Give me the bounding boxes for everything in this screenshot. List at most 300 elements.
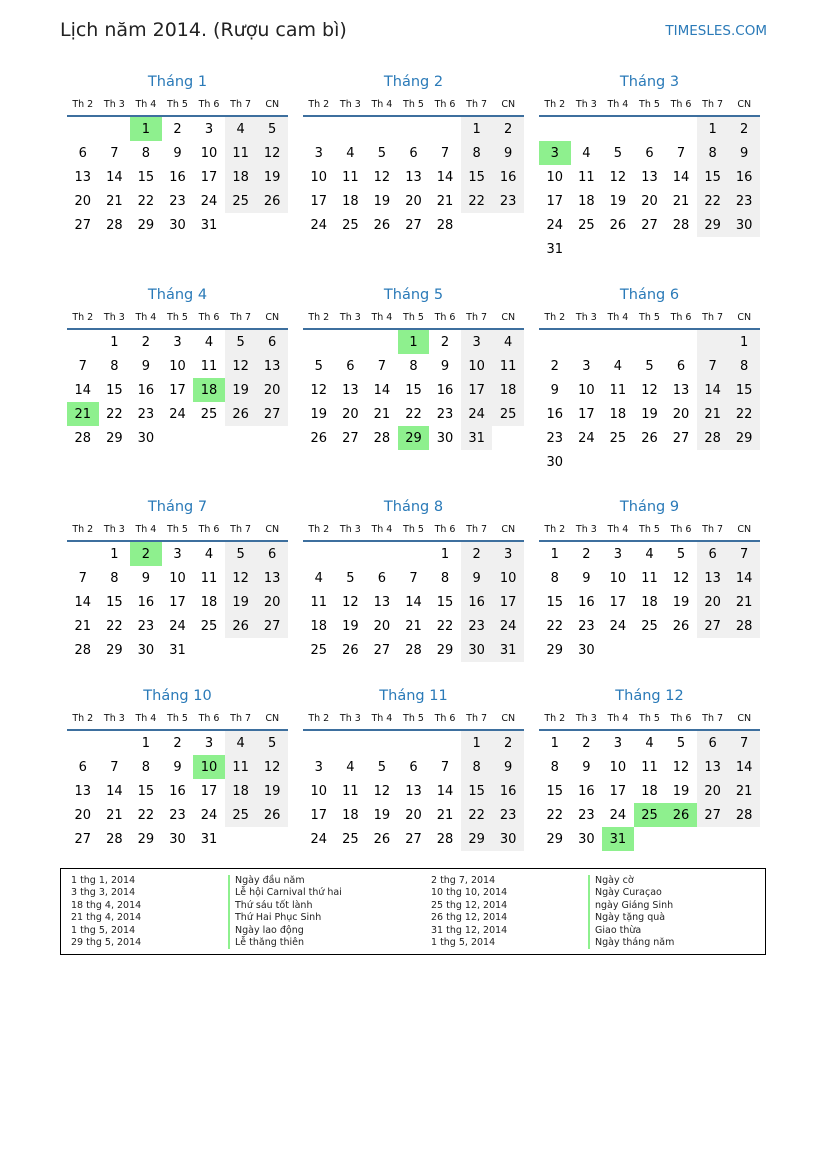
day-cell: 10 bbox=[578, 382, 595, 398]
day-cell: 20 bbox=[672, 406, 690, 422]
day-cell: 28 bbox=[697, 426, 729, 450]
day-cell: 6 bbox=[645, 145, 654, 161]
day-cell: 19 bbox=[225, 590, 257, 614]
day-cell: 12 bbox=[609, 169, 627, 185]
day-cell: 13 bbox=[342, 382, 359, 398]
day-cell: 12 bbox=[310, 382, 328, 398]
weekday-header: Th 4 bbox=[602, 518, 634, 541]
day-cell: 30 bbox=[492, 827, 524, 851]
day-cell: 17 bbox=[492, 590, 524, 614]
day-cell: 21 bbox=[67, 402, 99, 426]
day-cell: 23 bbox=[137, 406, 155, 422]
day-cell: 24 bbox=[578, 430, 595, 446]
legend-names-col1 bbox=[228, 875, 342, 949]
day-cell: 27 bbox=[373, 642, 391, 658]
month-block bbox=[539, 71, 760, 261]
weekday-header: Th 6 bbox=[665, 518, 697, 541]
day-cell: 12 bbox=[225, 354, 257, 378]
day-cell: 2 bbox=[550, 358, 559, 374]
day-cell: 14 bbox=[74, 382, 92, 398]
day-cell: 4 bbox=[582, 145, 591, 161]
day-cell: 3 bbox=[613, 735, 623, 751]
empty-cell bbox=[335, 541, 367, 566]
empty-cell bbox=[634, 638, 666, 662]
day-cell: 26 bbox=[342, 642, 359, 658]
empty-cell bbox=[602, 237, 634, 261]
day-cell: 7 bbox=[676, 145, 686, 161]
weekday-header: Th 3 bbox=[335, 518, 367, 541]
day-cell: 11 bbox=[641, 570, 658, 586]
day-cell: 19 bbox=[256, 165, 288, 189]
empty-cell bbox=[256, 827, 288, 851]
day-cell: 5 bbox=[377, 145, 387, 161]
day-cell: 20 bbox=[697, 779, 729, 803]
day-cell: 17 bbox=[169, 594, 186, 610]
month-block bbox=[67, 685, 288, 851]
legend-date: 10 thg 10, 2014 bbox=[431, 887, 508, 899]
day-cell: 29 bbox=[461, 827, 493, 851]
legend-dates-col1 bbox=[71, 875, 141, 949]
day-cell: 3 bbox=[613, 546, 623, 562]
legend-holiday-name: Ngày tặng quà bbox=[588, 912, 674, 924]
weekday-header: Th 4 bbox=[130, 306, 162, 329]
day-cell: 13 bbox=[74, 783, 92, 799]
day-cell: 29 bbox=[106, 642, 123, 658]
day-cell: 21 bbox=[405, 618, 422, 634]
day-cell: 28 bbox=[106, 217, 123, 233]
empty-cell bbox=[99, 116, 131, 141]
day-cell: 20 bbox=[74, 807, 92, 823]
month-title: Tháng 10 bbox=[143, 688, 212, 704]
day-cell: 9 bbox=[492, 755, 524, 779]
day-cell: 10 bbox=[546, 169, 564, 185]
legend-holiday-name: Thứ Hai Phục Sinh bbox=[228, 912, 342, 924]
weekday-header: Th 3 bbox=[99, 93, 131, 116]
empty-cell bbox=[602, 450, 634, 474]
site-link[interactable]: TIMESLES.COM bbox=[665, 23, 767, 39]
day-cell: 15 bbox=[106, 594, 123, 610]
day-cell: 3 bbox=[204, 121, 214, 137]
month-title: Tháng 6 bbox=[619, 287, 680, 303]
day-cell: 9 bbox=[582, 759, 591, 775]
empty-cell bbox=[303, 116, 335, 141]
empty-cell bbox=[665, 638, 697, 662]
day-cell: 24 bbox=[546, 217, 564, 233]
weekday-header: Th 6 bbox=[429, 518, 461, 541]
day-cell: 13 bbox=[697, 755, 729, 779]
day-cell: 30 bbox=[578, 642, 595, 658]
weekday-header: Th 7 bbox=[461, 707, 493, 730]
weekday-header: Th 3 bbox=[99, 306, 131, 329]
weekday-header: Th 7 bbox=[461, 306, 493, 329]
empty-cell bbox=[303, 541, 335, 566]
day-cell: 21 bbox=[436, 193, 454, 209]
empty-cell bbox=[67, 541, 99, 566]
day-cell: 17 bbox=[310, 807, 328, 823]
day-cell: 3 bbox=[582, 358, 591, 374]
weekday-header: Th 5 bbox=[162, 518, 194, 541]
day-cell: 14 bbox=[728, 566, 760, 590]
day-cell: 15 bbox=[546, 594, 564, 610]
day-cell: 7 bbox=[409, 570, 418, 586]
day-cell: 15 bbox=[697, 165, 729, 189]
day-cell: 27 bbox=[697, 614, 729, 638]
day-cell: 26 bbox=[665, 803, 697, 827]
empty-cell bbox=[225, 827, 257, 851]
day-cell: 25 bbox=[200, 618, 218, 634]
day-cell: 8 bbox=[728, 354, 760, 378]
weekday-header: Th 5 bbox=[398, 93, 430, 116]
day-cell: 22 bbox=[461, 803, 493, 827]
day-cell: 25 bbox=[634, 803, 666, 827]
legend-holiday-name: Lễ thăng thiên bbox=[228, 937, 342, 949]
month-title: Tháng 8 bbox=[383, 499, 444, 515]
weekday-header: Th 7 bbox=[461, 93, 493, 116]
weekday-header: CN bbox=[256, 707, 288, 730]
day-cell: 5 bbox=[613, 145, 623, 161]
month-title: Tháng 7 bbox=[147, 499, 208, 515]
day-cell: 6 bbox=[78, 145, 87, 161]
day-cell: 29 bbox=[137, 217, 155, 233]
day-cell: 11 bbox=[200, 570, 218, 586]
day-cell: 9 bbox=[141, 570, 151, 586]
day-cell: 10 bbox=[609, 570, 627, 586]
weekday-header: Th 3 bbox=[571, 518, 603, 541]
day-cell: 7 bbox=[697, 354, 729, 378]
day-cell: 22 bbox=[106, 406, 123, 422]
day-cell: 14 bbox=[106, 783, 123, 799]
month-title: Tháng 3 bbox=[619, 74, 680, 90]
empty-cell bbox=[571, 450, 603, 474]
day-cell: 17 bbox=[200, 169, 218, 185]
day-cell: 21 bbox=[373, 406, 391, 422]
day-cell: 30 bbox=[728, 213, 760, 237]
day-cell: 11 bbox=[578, 169, 595, 185]
legend-holiday-name: ngày Giáng Sinh bbox=[588, 900, 674, 912]
day-cell: 15 bbox=[436, 594, 454, 610]
weekday-header: CN bbox=[728, 306, 760, 329]
day-cell: 26 bbox=[641, 430, 658, 446]
day-cell: 14 bbox=[728, 755, 760, 779]
day-cell: 21 bbox=[728, 779, 760, 803]
day-cell: 29 bbox=[398, 426, 430, 450]
day-cell: 27 bbox=[256, 402, 288, 426]
legend-holiday-name: Ngày lao động bbox=[228, 925, 342, 937]
day-cell: 2 bbox=[728, 116, 760, 141]
legend-date: 21 thg 4, 2014 bbox=[71, 912, 142, 924]
day-cell: 10 bbox=[310, 169, 328, 185]
day-cell: 21 bbox=[672, 193, 690, 209]
day-cell: 8 bbox=[141, 145, 151, 161]
empty-cell bbox=[492, 426, 524, 450]
day-cell: 19 bbox=[256, 779, 288, 803]
day-cell: 19 bbox=[672, 594, 690, 610]
day-cell: 24 bbox=[310, 217, 328, 233]
day-cell: 6 bbox=[256, 541, 288, 566]
empty-cell bbox=[162, 426, 194, 450]
month-block bbox=[303, 685, 524, 851]
day-cell: 11 bbox=[310, 594, 328, 610]
day-cell: 16 bbox=[492, 779, 524, 803]
day-cell: 15 bbox=[137, 169, 155, 185]
day-cell: 30 bbox=[461, 638, 493, 662]
day-cell: 16 bbox=[137, 594, 155, 610]
empty-cell bbox=[571, 329, 603, 354]
month-title: Tháng 5 bbox=[383, 287, 444, 303]
day-cell: 27 bbox=[405, 217, 422, 233]
day-cell: 19 bbox=[310, 406, 328, 422]
empty-cell bbox=[225, 426, 257, 450]
day-cell: 17 bbox=[609, 783, 627, 799]
day-cell: 29 bbox=[106, 430, 123, 446]
weekday-header: Th 5 bbox=[634, 306, 666, 329]
day-cell: 8 bbox=[550, 570, 559, 586]
empty-cell bbox=[99, 730, 131, 755]
day-cell: 18 bbox=[225, 165, 257, 189]
day-cell: 24 bbox=[609, 807, 627, 823]
day-cell: 1 bbox=[440, 546, 450, 562]
day-cell: 25 bbox=[310, 642, 328, 658]
day-cell: 16 bbox=[461, 590, 493, 614]
day-cell: 5 bbox=[256, 730, 288, 755]
day-cell: 3 bbox=[173, 546, 182, 562]
empty-cell bbox=[602, 116, 634, 141]
legend-holiday-name: Ngày tháng năm bbox=[588, 937, 674, 949]
weekday-header: Th 2 bbox=[539, 93, 571, 116]
day-cell: 2 bbox=[461, 541, 493, 566]
day-cell: 31 bbox=[461, 426, 493, 450]
day-cell: 28 bbox=[728, 803, 760, 827]
day-cell: 16 bbox=[169, 783, 186, 799]
day-cell: 22 bbox=[461, 189, 493, 213]
day-cell: 4 bbox=[645, 735, 654, 751]
weekday-header: Th 7 bbox=[697, 518, 729, 541]
day-cell: 11 bbox=[609, 382, 627, 398]
day-cell: 17 bbox=[578, 406, 595, 422]
empty-cell bbox=[539, 329, 571, 354]
weekday-header: Th 3 bbox=[335, 306, 367, 329]
day-cell: 2 bbox=[173, 121, 182, 137]
day-cell: 6 bbox=[409, 145, 418, 161]
day-cell: 4 bbox=[225, 116, 257, 141]
day-cell: 11 bbox=[225, 755, 257, 779]
legend-date: 2 thg 7, 2014 bbox=[431, 875, 496, 886]
day-cell: 15 bbox=[461, 165, 493, 189]
weekday-header: Th 7 bbox=[225, 518, 257, 541]
day-cell: 25 bbox=[492, 402, 524, 426]
weekday-header: Th 3 bbox=[99, 518, 131, 541]
day-cell: 4 bbox=[492, 329, 524, 354]
day-cell: 3 bbox=[461, 329, 493, 354]
day-cell: 2 bbox=[173, 735, 182, 751]
empty-cell bbox=[366, 541, 398, 566]
day-cell: 21 bbox=[728, 590, 760, 614]
day-cell: 17 bbox=[310, 193, 328, 209]
day-cell: 25 bbox=[342, 217, 359, 233]
day-cell: 16 bbox=[546, 406, 564, 422]
day-cell: 16 bbox=[137, 382, 155, 398]
legend-date: 18 thg 4, 2014 bbox=[71, 899, 142, 911]
day-cell: 10 bbox=[492, 566, 524, 590]
month-block bbox=[67, 496, 288, 662]
day-cell: 1 bbox=[398, 329, 430, 354]
day-cell: 30 bbox=[137, 642, 155, 658]
day-cell: 19 bbox=[225, 378, 257, 402]
weekday-header: Th 7 bbox=[225, 93, 257, 116]
day-cell: 14 bbox=[672, 169, 690, 185]
day-cell: 9 bbox=[582, 570, 591, 586]
day-cell: 16 bbox=[169, 169, 186, 185]
legend-date: 1 thg 5, 2014 bbox=[431, 937, 496, 949]
weekday-header: Th 3 bbox=[335, 707, 367, 730]
day-cell: 19 bbox=[373, 193, 391, 209]
day-cell: 1 bbox=[697, 116, 729, 141]
day-cell: 10 bbox=[461, 354, 493, 378]
day-cell: 31 bbox=[200, 831, 218, 847]
weekday-header: Th 2 bbox=[539, 518, 571, 541]
day-cell: 19 bbox=[373, 807, 391, 823]
day-cell: 23 bbox=[436, 406, 454, 422]
day-cell: 26 bbox=[609, 217, 627, 233]
day-cell: 1 bbox=[110, 334, 119, 350]
empty-cell bbox=[225, 638, 257, 662]
month-block bbox=[67, 71, 288, 237]
day-cell: 10 bbox=[200, 145, 218, 161]
day-cell: 5 bbox=[377, 759, 387, 775]
empty-cell bbox=[665, 827, 697, 851]
day-cell: 15 bbox=[728, 378, 760, 402]
weekday-header: Th 5 bbox=[398, 707, 430, 730]
day-cell: 23 bbox=[578, 618, 595, 634]
empty-cell bbox=[429, 730, 461, 755]
month-block bbox=[303, 496, 524, 662]
empty-cell bbox=[634, 827, 666, 851]
day-cell: 29 bbox=[697, 213, 729, 237]
weekday-header: Th 5 bbox=[162, 93, 194, 116]
day-cell: 8 bbox=[409, 358, 418, 374]
empty-cell bbox=[256, 213, 288, 237]
day-cell: 2 bbox=[582, 735, 591, 751]
legend-date: 25 thg 12, 2014 bbox=[431, 899, 508, 911]
weekday-header: Th 6 bbox=[665, 306, 697, 329]
empty-cell bbox=[335, 329, 367, 354]
weekday-header: Th 4 bbox=[602, 306, 634, 329]
day-cell: 2 bbox=[440, 334, 450, 350]
weekday-header: Th 5 bbox=[634, 707, 666, 730]
day-cell: 12 bbox=[373, 169, 391, 185]
weekday-header: Th 3 bbox=[99, 707, 131, 730]
day-cell: 25 bbox=[225, 803, 257, 827]
empty-cell bbox=[256, 638, 288, 662]
day-cell: 18 bbox=[225, 779, 257, 803]
legend-date: 29 thg 5, 2014 bbox=[71, 937, 142, 949]
day-cell: 1 bbox=[141, 735, 151, 751]
day-cell: 22 bbox=[546, 807, 564, 823]
day-cell: 11 bbox=[225, 141, 257, 165]
legend-date: 1 thg 1, 2014 bbox=[71, 875, 136, 886]
day-cell: 20 bbox=[641, 193, 658, 209]
day-cell: 29 bbox=[436, 642, 454, 658]
day-cell: 8 bbox=[110, 358, 119, 374]
day-cell: 11 bbox=[492, 354, 524, 378]
day-cell: 5 bbox=[676, 546, 686, 562]
day-cell: 18 bbox=[578, 193, 595, 209]
day-cell: 1 bbox=[110, 546, 119, 562]
empty-cell bbox=[602, 329, 634, 354]
empty-cell bbox=[67, 730, 99, 755]
weekday-header: Th 2 bbox=[303, 518, 335, 541]
day-cell: 15 bbox=[137, 783, 155, 799]
empty-cell bbox=[193, 638, 225, 662]
day-cell: 13 bbox=[672, 382, 690, 398]
weekday-header: Th 5 bbox=[398, 306, 430, 329]
day-cell: 23 bbox=[492, 803, 524, 827]
weekday-header: Th 2 bbox=[67, 93, 99, 116]
weekday-header: Th 4 bbox=[366, 306, 398, 329]
day-cell: 18 bbox=[641, 594, 658, 610]
day-cell: 28 bbox=[436, 217, 454, 233]
weekday-header: Th 7 bbox=[225, 707, 257, 730]
day-cell: 13 bbox=[697, 566, 729, 590]
day-cell: 12 bbox=[672, 759, 690, 775]
month-title: Tháng 2 bbox=[383, 74, 444, 90]
day-cell: 3 bbox=[314, 145, 323, 161]
legend-holiday-name: Thứ sáu tốt lành bbox=[228, 900, 342, 912]
empty-cell bbox=[461, 213, 493, 237]
empty-cell bbox=[697, 329, 729, 354]
day-cell: 9 bbox=[440, 358, 450, 374]
day-cell: 13 bbox=[74, 169, 92, 185]
weekday-header: Th 4 bbox=[366, 93, 398, 116]
day-cell: 8 bbox=[697, 141, 729, 165]
month-block bbox=[303, 284, 524, 450]
day-cell: 4 bbox=[346, 145, 355, 161]
weekday-header: Th 6 bbox=[665, 707, 697, 730]
day-cell: 15 bbox=[546, 783, 564, 799]
weekday-header: CN bbox=[728, 707, 760, 730]
day-cell: 15 bbox=[405, 382, 422, 398]
legend-date: 31 thg 12, 2014 bbox=[431, 924, 508, 936]
day-cell: 27 bbox=[74, 217, 92, 233]
day-cell: 2 bbox=[582, 546, 591, 562]
empty-cell bbox=[634, 450, 666, 474]
weekday-header: CN bbox=[256, 518, 288, 541]
weekday-header: Th 2 bbox=[67, 306, 99, 329]
day-cell: 20 bbox=[405, 807, 422, 823]
day-cell: 15 bbox=[106, 382, 123, 398]
weekday-header: Th 6 bbox=[193, 93, 225, 116]
day-cell: 15 bbox=[461, 779, 493, 803]
empty-cell bbox=[697, 638, 729, 662]
day-cell: 12 bbox=[672, 570, 690, 586]
month-title: Tháng 1 bbox=[147, 74, 208, 90]
empty-cell bbox=[634, 116, 666, 141]
weekday-header: CN bbox=[492, 518, 524, 541]
day-cell: 9 bbox=[492, 141, 524, 165]
day-cell: 16 bbox=[578, 594, 595, 610]
weekday-header: Th 4 bbox=[130, 707, 162, 730]
empty-cell bbox=[697, 450, 729, 474]
day-cell: 19 bbox=[641, 406, 658, 422]
day-cell: 6 bbox=[377, 570, 387, 586]
day-cell: 12 bbox=[641, 382, 658, 398]
day-cell: 6 bbox=[256, 329, 288, 354]
day-cell: 4 bbox=[613, 358, 623, 374]
day-cell: 4 bbox=[645, 546, 654, 562]
empty-cell bbox=[256, 426, 288, 450]
weekday-header: Th 4 bbox=[366, 518, 398, 541]
day-cell: 13 bbox=[256, 566, 288, 590]
